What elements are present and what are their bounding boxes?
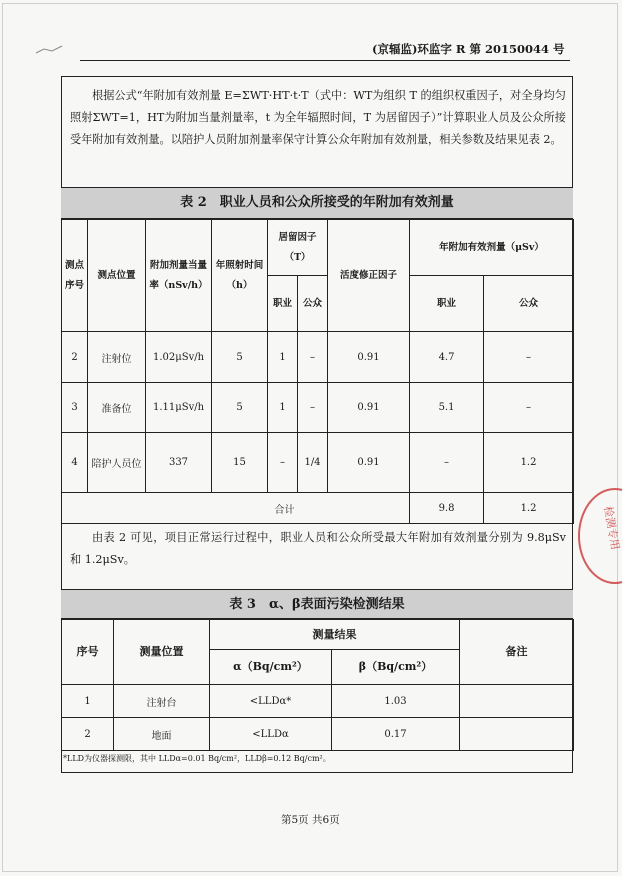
t3-cell-seq: 1	[62, 685, 114, 718]
t3-cell-beta: 0.17	[332, 718, 460, 751]
t2-cell-occ-public: –	[298, 332, 328, 383]
t3-header-location: 测量位置	[114, 620, 210, 685]
pen-mark-icon	[34, 44, 64, 56]
t2-cell-hours: 15	[212, 433, 268, 493]
table3	[61, 619, 574, 751]
t3-header-alpha: α（Bq/cm²）	[210, 650, 332, 685]
t2-header-occ-public: 公众	[298, 276, 328, 332]
header-divider	[80, 60, 570, 61]
paragraph-conclusion: 由表 2 可见，项目正常运行过程中，职业人员和公众所受最大年附加有效剂量分别为 9.8μSv 和 1.2μSv。	[70, 531, 566, 566]
table-row	[62, 433, 574, 493]
t2-total-public: 1.2	[484, 493, 574, 524]
t2-cell-seq: 4	[62, 433, 88, 493]
t2-header-ann-public: 公众	[484, 276, 574, 332]
table3-footnote: *LLD为仪器探测限，其中 LLDα=0.01 Bq/cm²，LLDβ=0.12 Bq/cm²。	[63, 754, 331, 763]
t2-cell-correction: 0.91	[328, 332, 410, 383]
report-number: (京辐监)环监字 R 第 20150044 号	[372, 42, 565, 56]
t2-cell-occ-public: 1/4	[298, 433, 328, 493]
t2-cell-ann-public: –	[484, 332, 574, 383]
t3-header-remark: 备注	[460, 620, 574, 685]
table-row	[62, 685, 574, 718]
stamp-text: 检测专用	[601, 505, 622, 551]
page-number: 第5页 共6页	[281, 814, 340, 826]
t2-total-label: 合计	[62, 493, 410, 524]
t2-header-location: 测点位置	[88, 220, 146, 332]
t2-cell-seq: 2	[62, 332, 88, 383]
t2-cell-ann-public: –	[484, 383, 574, 433]
t2-header-occupancy: 居留因子（T）	[268, 220, 328, 276]
t2-cell-hours: 5	[212, 383, 268, 433]
table3-title: 表 3 α、β表面污染检测结果	[61, 589, 573, 619]
t2-header-occ-work: 职业	[268, 276, 298, 332]
table-row	[62, 383, 574, 433]
t2-cell-ann-work: 5.1	[410, 383, 484, 433]
t2-cell-occ-work: 1	[268, 332, 298, 383]
t2-cell-seq: 3	[62, 383, 88, 433]
t2-cell-location: 陪护人员位	[88, 433, 146, 493]
t2-header-ann-work: 职业	[410, 276, 484, 332]
t2-cell-occ-work: –	[268, 433, 298, 493]
t3-cell-location: 注射台	[114, 685, 210, 718]
t2-cell-location: 注射位	[88, 332, 146, 383]
t3-header-result: 测量结果	[210, 620, 460, 650]
t2-cell-ann-work: 4.7	[410, 332, 484, 383]
t2-cell-rate: 1.02μSv/h	[146, 332, 212, 383]
t2-cell-location: 准备位	[88, 383, 146, 433]
t2-header-annual: 年附加有效剂量（μSv）	[410, 220, 574, 276]
t3-cell-remark	[460, 685, 574, 718]
t2-total-work: 9.8	[410, 493, 484, 524]
t3-cell-seq: 2	[62, 718, 114, 751]
table-row	[62, 718, 574, 751]
t3-header-seq: 序号	[62, 620, 114, 685]
t2-cell-rate: 337	[146, 433, 212, 493]
table-row	[62, 332, 574, 383]
t2-cell-correction: 0.91	[328, 433, 410, 493]
t3-cell-alpha: <LLDα*	[210, 685, 332, 718]
t2-header-seq: 测点序号	[62, 220, 88, 332]
table2	[61, 219, 574, 524]
t2-cell-occ-public: –	[298, 383, 328, 433]
table-total-row	[62, 493, 574, 524]
t2-cell-occ-work: 1	[268, 383, 298, 433]
t2-cell-ann-work: –	[410, 433, 484, 493]
t2-header-correction: 活度修正因子	[328, 220, 410, 332]
t2-cell-hours: 5	[212, 332, 268, 383]
paragraph-formula: 根据公式“年附加有效剂量 E=ΣWT·HT·t·T（式中：WT为组织 T 的组织权重因子，对全身均匀照射ΣWT=1，HT为附加当量剂量率，t 为全年辐照时间，T 为居留因子）”计算职业人员及公众所接受年附加有效剂量。以陪护人员附加剂量率保守计算公众年附加有效剂量，相关参数及结果见表 2。	[70, 89, 566, 146]
t2-cell-ann-public: 1.2	[484, 433, 574, 493]
table2-title: 表 2 职业人员和公众所接受的年附加有效剂量	[61, 187, 573, 219]
t2-cell-correction: 0.91	[328, 383, 410, 433]
t3-cell-remark	[460, 718, 574, 751]
t3-cell-location: 地面	[114, 718, 210, 751]
t3-cell-beta: 1.03	[332, 685, 460, 718]
t2-header-rate: 附加剂量当量率（nSv/h）	[146, 220, 212, 332]
t3-cell-alpha: <LLDα	[210, 718, 332, 751]
t2-cell-rate: 1.11μSv/h	[146, 383, 212, 433]
t3-header-beta: β（Bq/cm²）	[332, 650, 460, 685]
t2-header-hours: 年照射时间（h）	[212, 220, 268, 332]
